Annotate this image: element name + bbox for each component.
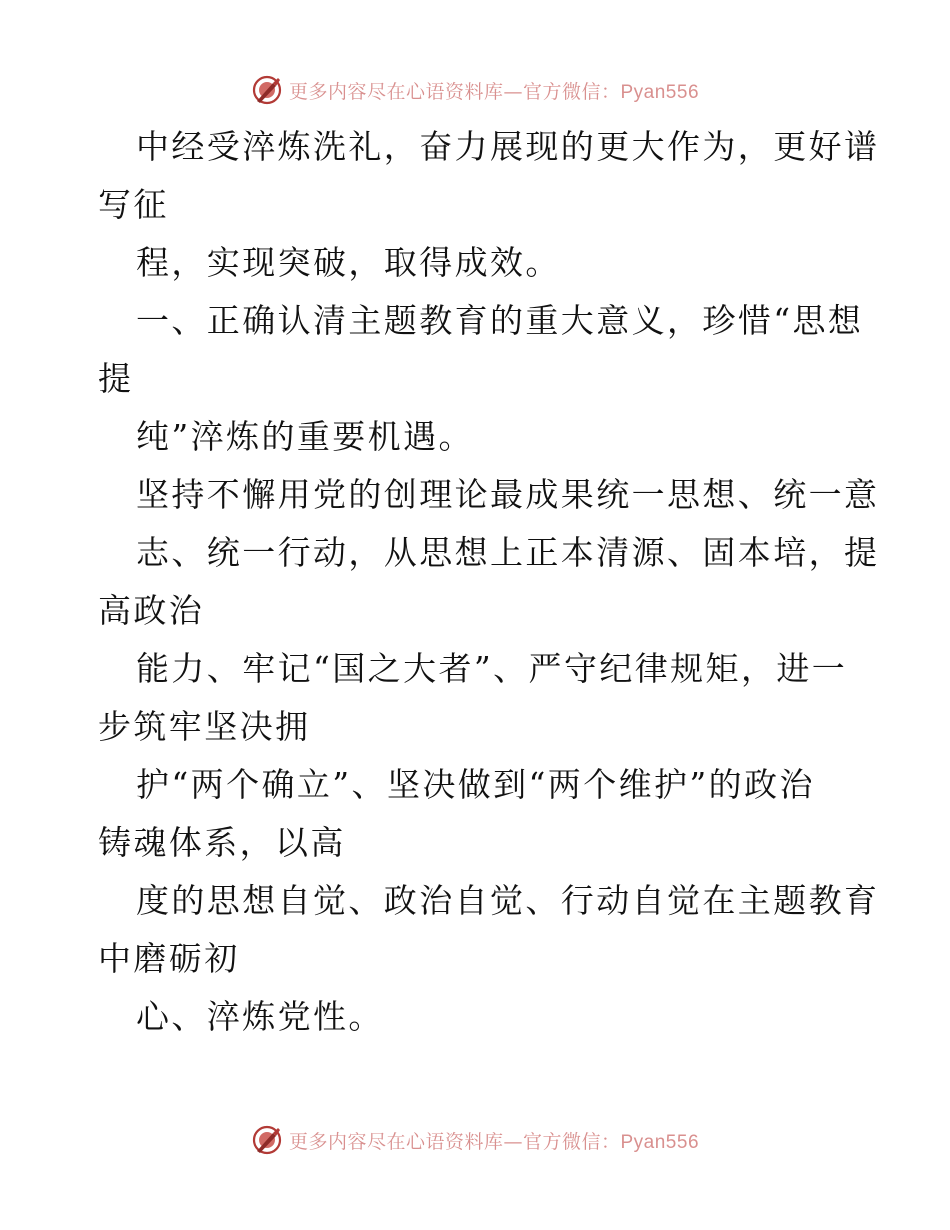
text-line: 写征 (98, 185, 169, 224)
header-watermark (0, 70, 950, 110)
text-line: 步筑牢坚决拥 (98, 707, 311, 746)
text-line: 铸魂体系，以高 (98, 823, 346, 862)
document-body (98, 118, 880, 1046)
pen-logo-icon (251, 1124, 283, 1156)
text-line: 度的思想自觉、政治自觉、行动自觉在主题教育 (136, 881, 880, 920)
text-line: 一、正确认清主题教育的重大意义，珍惜“思想 (136, 301, 864, 340)
watermark-text: 更多内容尽在心语资料库—官方微信：Pyan556 (288, 80, 700, 103)
text-line: 中经受淬炼洗礼，奋力展现的更大作为，更好谱 (136, 127, 880, 166)
text-line: 能力、牢记“国之大者”、严守纪律规矩，进一 (136, 649, 848, 688)
text-line: 坚持不懈用党的创理论最成果统一思想、统一意 (136, 475, 880, 514)
watermark-text: 更多内容尽在心语资料库—官方微信：Pyan556 (288, 1130, 700, 1153)
pen-logo-icon (251, 74, 283, 106)
text-line: 心、淬炼党性。 (136, 997, 384, 1036)
text-line: 志、统一行动，从思想上正本清源、固本培，提 (136, 533, 880, 572)
text-line: 中磨砺初 (98, 939, 240, 978)
text-line: 护“两个确立”、坚决做到“两个维护”的政治 (136, 765, 815, 804)
text-line: 高政治 (98, 591, 205, 630)
text-line: 纯”淬炼的重要机遇。 (136, 417, 474, 456)
text-line: 提 (98, 359, 134, 398)
text-line: 程，实现突破，取得成效。 (136, 243, 561, 282)
footer-watermark (0, 1120, 950, 1160)
